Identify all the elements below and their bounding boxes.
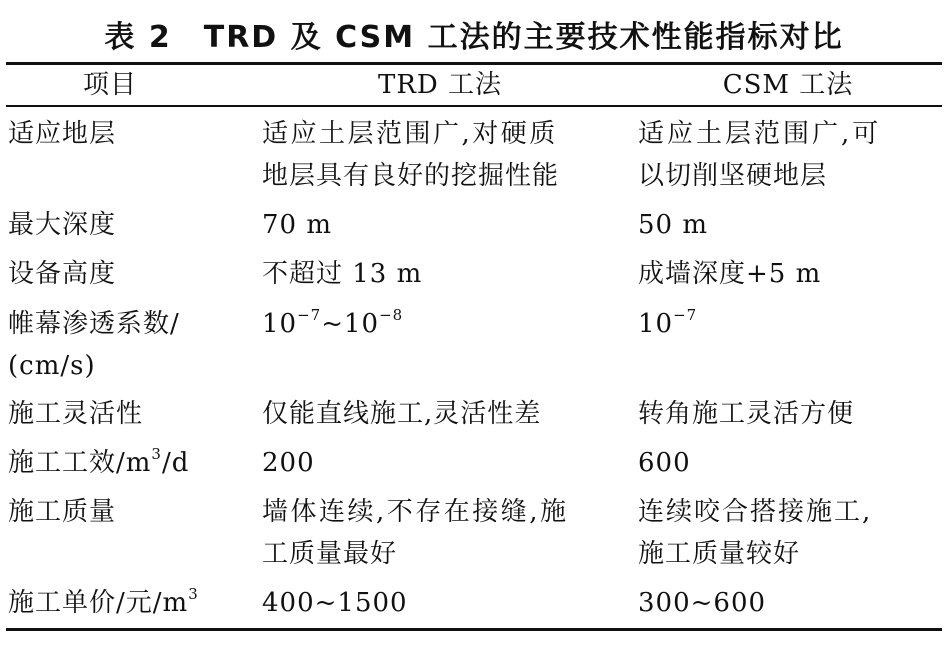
csm-base: 10 bbox=[638, 309, 674, 339]
row-6-trd: 200 bbox=[262, 448, 315, 478]
csm-exponent: −7 bbox=[673, 306, 698, 325]
row-3-trd: 不超过 13 m bbox=[262, 259, 423, 289]
row-8-csm: 300~600 bbox=[638, 588, 767, 618]
row-3-csm: 成墙深度+5 m bbox=[638, 259, 822, 289]
trd-base-1: 10 bbox=[262, 309, 298, 339]
top-rule bbox=[6, 62, 942, 65]
row-7-csm-line-1: 连续咬合搭接施工, bbox=[638, 497, 873, 527]
row-7-trd-line-2: 工质量最好 bbox=[262, 539, 398, 569]
row-2-trd: 70 m bbox=[262, 210, 333, 240]
row-3-item: 设备高度 bbox=[8, 259, 117, 289]
header-rule bbox=[6, 105, 942, 107]
row-4-item-line-2: (cm/s) bbox=[8, 351, 96, 381]
row-4-trd bbox=[262, 305, 403, 343]
row-8-item bbox=[8, 584, 199, 622]
row-2-item: 最大深度 bbox=[8, 210, 117, 240]
trd-exponent-1: −7 bbox=[297, 306, 322, 325]
row-6-item bbox=[8, 444, 189, 482]
row-6-item-pre: 施工工效/m bbox=[8, 448, 152, 478]
row-1-csm-line-2: 以切削坚硬地层 bbox=[638, 161, 828, 191]
row-8-item-exp: 3 bbox=[188, 585, 199, 604]
row-7-trd-line-1: 墙体连续,不存在接缝,施 bbox=[262, 497, 569, 527]
row-6-item-post: /d bbox=[161, 448, 190, 478]
row-5-trd: 仅能直线施工,灵活性差 bbox=[262, 399, 542, 429]
row-4-item-line-1: 帷幕渗透系数/ bbox=[8, 309, 180, 339]
trd-exponent-2: −8 bbox=[379, 306, 404, 325]
row-6-csm: 600 bbox=[638, 448, 691, 478]
row-6-item-exp: 3 bbox=[151, 445, 162, 464]
trd-range-sep: ~ bbox=[321, 309, 345, 339]
row-5-item: 施工灵活性 bbox=[8, 399, 144, 429]
row-5-csm: 转角施工灵活方便 bbox=[638, 399, 855, 429]
row-1-trd-line-1: 适应土层范围广,对硬质 bbox=[262, 119, 558, 149]
row-1-trd-line-2: 地层具有良好的挖掘性能 bbox=[262, 161, 560, 191]
table-title: 表 2 TRD 及 CSM 工法的主要技术性能指标对比 bbox=[104, 20, 844, 55]
trd-base-2: 10 bbox=[344, 309, 380, 339]
row-7-csm-line-2: 施工质量较好 bbox=[638, 539, 801, 569]
row-1-item: 适应地层 bbox=[8, 119, 117, 149]
row-2-csm: 50 m bbox=[638, 210, 709, 240]
header-item: 项目 bbox=[82, 70, 137, 100]
row-1-csm-line-1: 适应土层范围广,可 bbox=[638, 119, 882, 149]
row-7-item: 施工质量 bbox=[8, 497, 117, 527]
row-8-trd: 400~1500 bbox=[262, 588, 408, 618]
bottom-rule bbox=[6, 628, 942, 631]
header-csm: CSM 工法 bbox=[722, 70, 854, 100]
row-8-item-pre: 施工单价/元/m bbox=[8, 588, 189, 618]
row-4-csm bbox=[638, 305, 697, 343]
header-trd: TRD 工法 bbox=[377, 70, 503, 100]
